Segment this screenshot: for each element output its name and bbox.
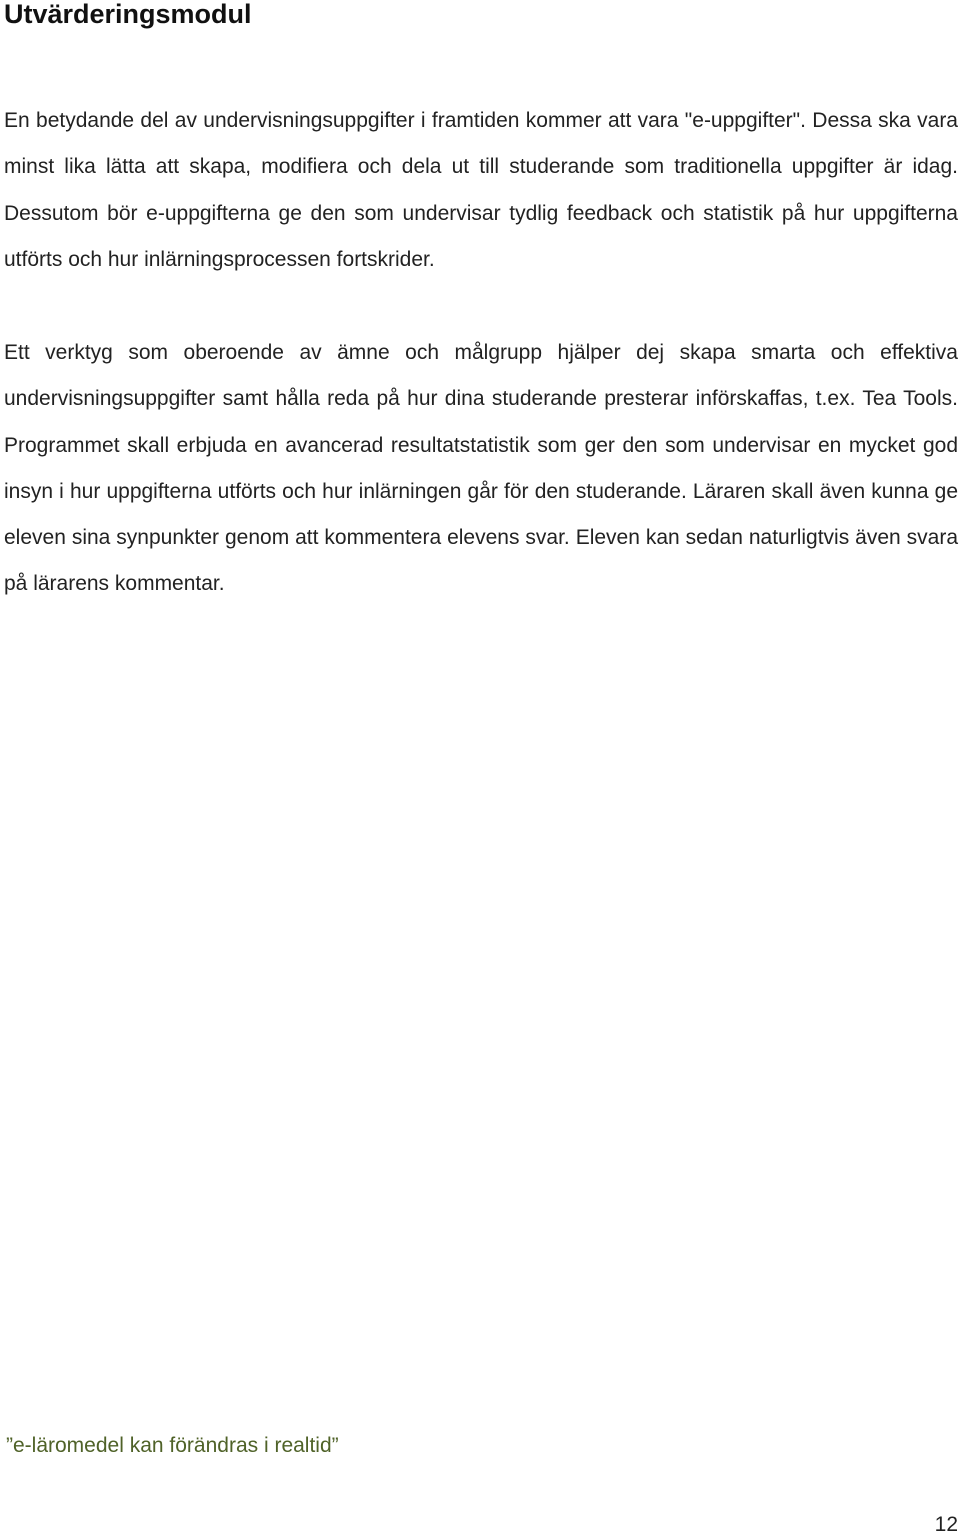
- page-title: Utvärderingsmodul: [4, 0, 252, 29]
- page-number: 12: [934, 1513, 958, 1536]
- footer-quote: ”e-läromedel kan förändras i realtid”: [6, 1434, 339, 1457]
- paragraph-verktyg: Ett verktyg som oberoende av ämne och målgrupp hjälper dej skapa smarta och effektiva undervisningsuppgifter samt hålla reda på hur dina studerande presterar införskaffas, t.ex. Tea Tools. Programmet skall erbjuda en avancerad resultatstatistik som ger den som undervisar en mycket god insyn i hur uppgifterna utförts och hur inlärningen går för den studerande. Läraren skall även kunna ge eleven sina synpunkter genom att kommentera elevens svar. Eleven kan sedan naturligtvis även svara på lärarens kommentar.: [4, 341, 958, 596]
- paragraph-e-uppgifter: En betydande del av undervisningsuppgifter i framtiden kommer att vara "e-uppgifter". Dessa ska vara minst lika lätta att skapa, modifiera och dela ut till studerande som traditionella uppgifter är idag. Dessutom bör e-uppgifterna ge den som undervisar tydlig feedback och statistik på hur uppgifterna utförts och hur inlärningsprocessen fortskrider.: [4, 109, 958, 271]
